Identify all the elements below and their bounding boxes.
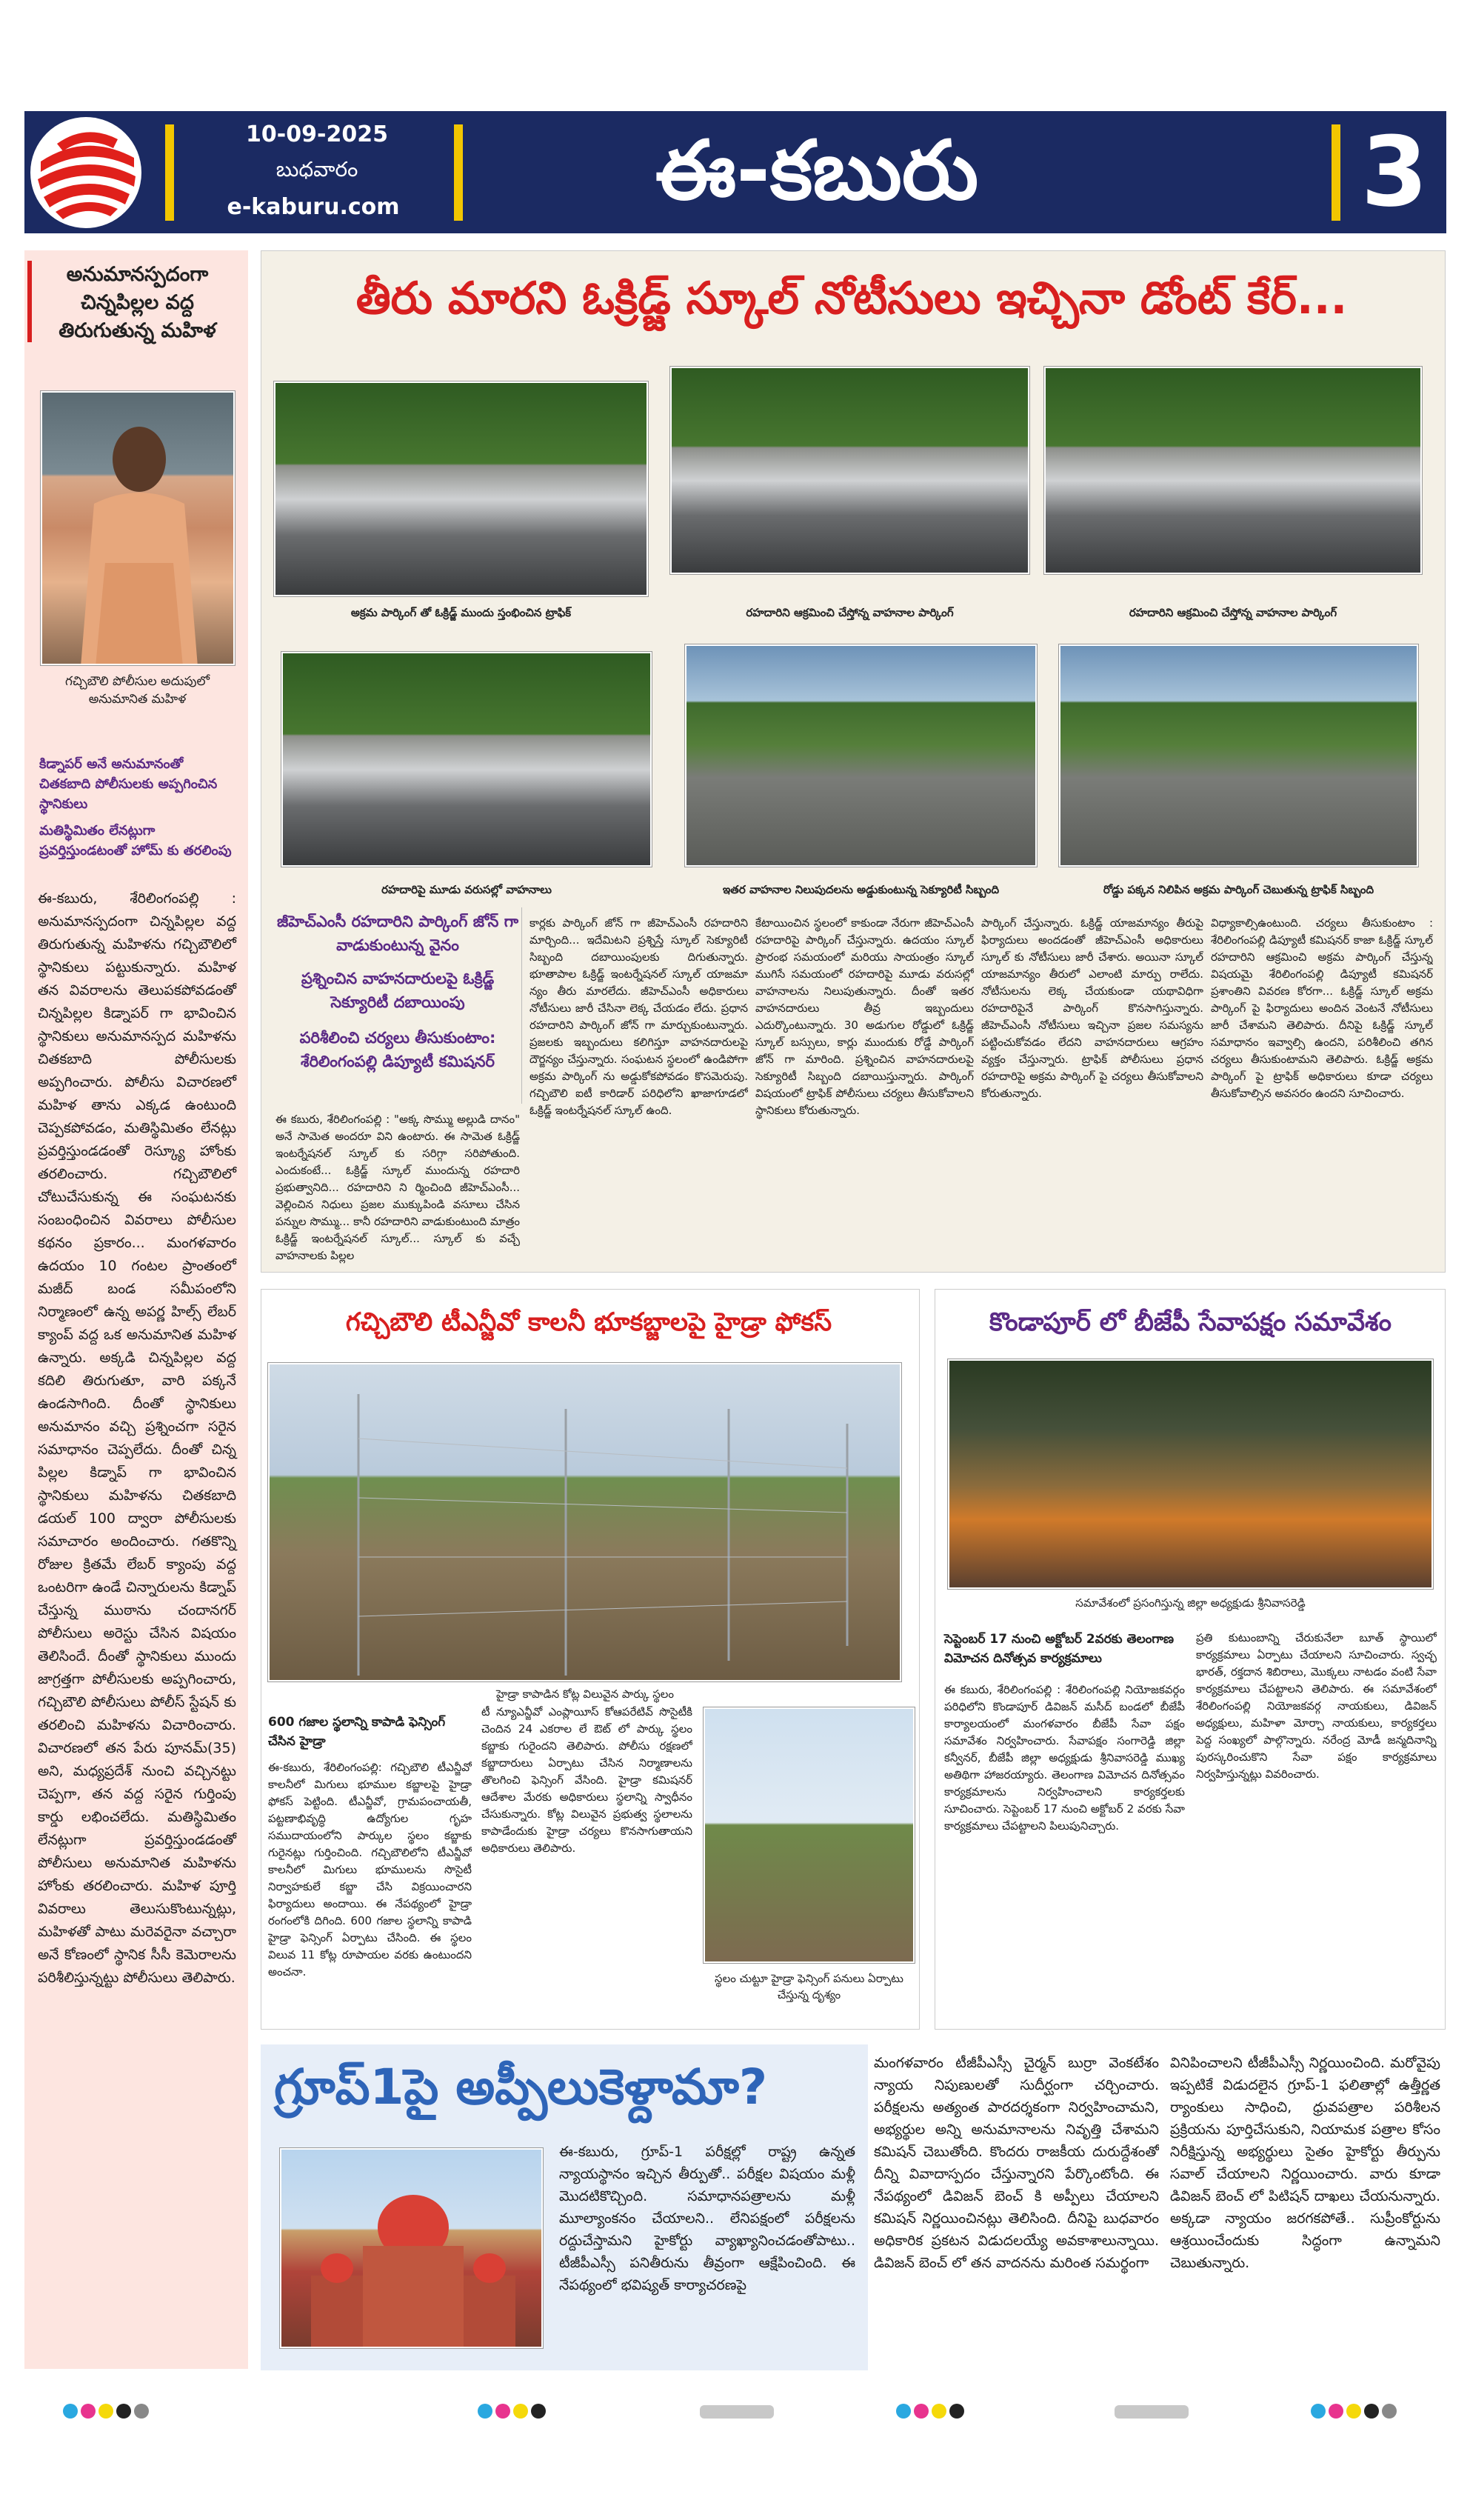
- print-gray-bar: [700, 2405, 774, 2419]
- sidebar-story: [24, 250, 248, 2369]
- main-column-1: ఈ కబురు, శేరిలింగంపల్లి : "అక్క సొమ్ము అల్లుడి దానం" అనే సామెత అందరూ విని ఉంటారు. ఈ సామెత ఓక్రిడ్జ్ ఇంటర్నేషనల్ స్కూల్ కు సరిగ్గా సరిపోతుంది. ఎందుకంటే... ఓక్రిడ్జ్ స్కూల్ ముందున్న రహదారి ప్రభుత్వానిది... రహదారిని ని ర్మించింది జీహెచ్ఎంసీ... వెల్లించిన నిధులు ప్రజల ముక్కుపిండి వసూలు చేసిన పన్నుల సొమ్ము... కానీ రహదారిని వాడుకుంటుంది మాత్రం ఓక్రిడ్జ్ ఇంటర్నేషనల్ స్కూల్... స్కూల్ కు వచ్చే వాహనాలకు పిల్లల: [275, 1113, 520, 1262]
- print-color-marks-3: [896, 2404, 964, 2420]
- sidebar-photo-caption: గచ్చిబౌలి పోలీసుల అదుపులో అనుమానిత మహిళ: [64, 674, 210, 707]
- main-pullquote-1: జీహెచ్ఎంసీ రహదారిని పార్కింగ్ జోన్ గా వాడుకుంటున్న వైనం: [276, 913, 519, 954]
- main-photo-2: [670, 367, 1029, 574]
- yellow-divider: [1332, 124, 1340, 221]
- yellow-divider: [454, 124, 463, 221]
- hydra-column-2: టీ న్యూఎన్జీవో ఎంప్లాయీస్ కోఆపరేటివ్ సొసైటీకి చెందిన 24 ఎకరాల లే ఔట్ లో పార్కు స్థలం కబ్జాకు గురైందని తెలిపారు. పోలీసు రక్షణలో కబ్జాదారులు ఏర్పాటు చేసిన నిర్మాణాలను తొలగించి ఫెన్సింగ్ వేసింది. హైడ్రా కమిషనర్ ఆదేశాల మేరకు అధికారులు స్థలాన్ని స్వాధీనం చేసుకున్నారు. కోట్ల విలువైన ప్రభుత్వ స్థలాలను కాపాడేందుకు హైడ్రా చర్యలు కొనసాగుతాయని అధికారులు తెలిపారు.: [481, 1705, 692, 1855]
- main-photo-1: [274, 381, 648, 596]
- hydra-photo-1: [268, 1363, 901, 1681]
- hydra-photo-1-caption: హైడ్రా కాపాడిన కోట్ల విలువైన పార్కు స్థలం: [496, 1687, 674, 1701]
- bjp-headline: కొండాపూర్ లో బీజేపీ సేవాపక్షం సమావేశం: [989, 1307, 1392, 1337]
- group1-column-2: మంగళవారం టీజీపీఎస్సీ చైర్మన్ బుర్రా వెంకటేశం న్యాయ నిపుణులతో సుదీర్ఘంగా చర్చించారు. పరీక్షలను అత్యంత పారదర్శకంగా నిర్వహించామని, అభ్యర్థుల అన్ని అనుమానాలను నివృత్తి చేశామని కమిషన్ చెబుతోంది. కొందరు రాజకీయ దురుద్దేశంతో దీన్ని వివాదాస్పదం చేస్తున్నారని పేర్కొంటోంది. ఈ నేపథ్యంలో డివిజన్ బెంచ్ కి అప్పీలు చేయాలని కమిషన్ నిర్ణయించినట్లు తెలిసింది. దీనిపై బుధవారం అధికారిక ప్రకటన విడుదలయ్యే అవకాశాలున్నాయి. డివిజన్ బెంచ్ లో తన వాదనను మరింత సమర్థంగా: [874, 2055, 1159, 2271]
- sidebar-subhead-2: మతిస్థిమితం లేనట్లుగా ప్రవర్తిస్తుండటంతో హోమ్ కు తరలింపు: [39, 823, 232, 859]
- main-photo-6: [1059, 644, 1418, 867]
- accent-bar: [27, 261, 32, 342]
- logo-globe-icon: [30, 117, 141, 228]
- main-pullquote-3: పరిశీలించి చర్యలు తీసుకుంటాం: శేరిలింగంపల్లి డిప్యూటీ కమిషనర్: [299, 1029, 496, 1070]
- hydra-column-1: ఈ-కబురు, శేరిలింగంపల్లి: గచ్చిబౌలి టీఎన్జీవో కాలనీలో మిగులు భూముల కబ్జాలపై హైడ్రా ఫోకస్ పెట్టింది. టీఎన్జీవో, గ్రామపంచాయతీ, పట్టణాభివృద్ధి ఉద్యోగుల గృహ సముదాయంలోని పార్కుల స్థలం కబ్జాకు గురైనట్లు గుర్తించింది. గచ్చిబౌలిలోని టీఎన్జీవో కాలనీలో మిగులు భూములను సొసైటీ నిర్వాహకులే కబ్జా చేసి విక్రయించారని ఫిర్యాదులు అందాయి. ఈ నేపథ్యంలో హైడ్రా రంగంలోకి దిగింది. 600 గజాల స్థలాన్ని కాపాడి హైడ్రా ఫెన్సింగ్ ఏర్పాటు చేసింది. ఈ స్థలం విలువ 11 కోట్ల రూపాయల వరకు ఉంటుందని అంచనా.: [268, 1761, 472, 1979]
- main-story-headline: తీరు మారని ఓక్రిడ్జ్ స్కూల్ నోటీసులు ఇచ్చినా డోంట్ కేర్...: [355, 273, 1348, 324]
- group1-high-court-photo: [280, 2148, 543, 2348]
- print-color-marks-4: [1311, 2404, 1397, 2420]
- print-gray-bar: [1115, 2405, 1189, 2419]
- main-column-5: విధ్యాకాల్సిఉంటుంది. చర్యలు తీసుకుంటాం : శేరిలింగంపల్లి డిప్యూటీ కమిషనర్ కాజా ఓక్రిడ్జ్ స్కూల్ రహదారిని ఆక్రమించి అక్రమ పార్కింగ్ చేస్తున్న విషయమై శేరిలింగంపల్లి డిప్యూటీ కమిషనర్ ప్రశాంతిని వివరణ కోరగా... ఓక్రిడ్జ్ స్కూల్ అక్రమ పార్కింగ్ పై ఫిర్యాదులు అందిన వెంటనే నోటీసులు జారీ చేశామని తెలిపారు. దీనిపై ఓక్రిడ్జ్ స్కూల్ సమాధానం ఇవ్వాల్సి ఉందని, పరిశీలించి తగిన చర్యలు తీసుకుంటామని తెలిపారు. ఓక్రిడ్జ్ అక్రమ పార్కింగ్ పై ట్రాఫిక్ అధికారులు కూడా చర్యలు తీసుకోవాల్సిన అవసరం ఉందని సూచించారు.: [1211, 916, 1433, 1100]
- main-photo-3: [1044, 367, 1422, 574]
- group1-headline: గ్రూప్1పై అప్పీలుకెళ్దామా?: [274, 2059, 768, 2116]
- sidebar-headline: అనుమానస్పదంగా చిన్నపిల్లల వద్ద తిరుగుతున్న మహిళ: [59, 263, 216, 342]
- sidebar-photo-woman: [41, 391, 235, 665]
- sidebar-body: ఈ-కబురు, శేరిలింగంపల్లి : అనుమానస్పదంగా చిన్నపిల్లల వద్ద తిరుగుతున్న మహిళను గచ్చిబౌలిలో స్థానికులు పట్టుకున్నారు. మహిళ తన వివరాలను తెలుపకపోవడంతో చిన్నపిల్లల కిడ్నాపర్ గా భావించిన స్థానికులు అనుమానస్పద మహిళను చితకబాది పోలీసులకు అప్పగించారు. పోలీసు విచారణలో మహిళ తాను ఎక్కడ ఉంటుంది చెప్పకపోవడం, మతిస్థిమితం లేనట్లు ప్రవర్తిస్తుండడంతో రెస్క్యూ హోంకు తరలించారు. గచ్చిబౌలిలో చోటుచేసుకున్న ఈ సంఘటనకు సంబంధించిన వివరాలు పోలీసుల కథనం ప్రకారం... మంగళవారం ఉదయం 10 గంటల ప్రాంతంలో మజీద్ బండ సమీపంలోని నిర్మాణంలో ఉన్న అపర్ణ హిల్స్ లేబర్ క్యాంప్ వద్ద ఒక అనుమానిత మహిళ ఉన్నారు. అక్కడి చిన్నపిల్లల వద్ద కదిలి తిరుగుతూ, వారి పక్కనే ఉండసాగింది. దీంతో స్థానికులు అనుమానం వచ్చి ప్రశ్నించగా సరైన సమాధానం చెప్పలేదు. దీంతో చిన్న పిల్లల కిడ్నాప్ గా భావించిన స్థానికులు మహిళను చితకబాది డయల్ 100 ద్వారా పోలీసులకు సమాచారం అందించారు. గతకొన్ని రోజుల క్రితమే లేబర్ క్యాంపు వద్ద ఒంటరిగా ఉండే చిన్నారులను కిడ్నాప్ చేస్తున్న ముఠాను చందానగర్ పోలీసులు అరెస్టు చేసిన విషయం తెలిసిందే. దీంతో స్థానికులు ముందు జాగ్రత్తగా పోలీసులకు అప్పగించారు, గచ్చిబౌలి పోలీసులు పోలీస్ స్టేషన్ కు తరలించి మహిళను విచారించారు. విచారణలో తన పేరు పూనమ్(35) అని, మధ్యప్రదేశ్ నుంచి వచ్చినట్టు చెప్పగా, తన వద్ద సరైన గుర్తింపు కార్డు లభించలేదు. మతిస్థిమితం లేనట్లుగా ప్రవర్తిస్తుండడంతో పోలీసులు అనుమానిత మహిళను హోంకు తరలించారు. మహిళ పూర్తి వివరాలు తెలుసుకొంటున్నట్లు, మహిళతో పాటు మరెవరైనా వచ్చారా అనే కోణంలో స్థానిక సీసీ కెమెరాలను పరిశీలిస్తున్నట్టు పోలీసులు తెలిపారు.: [38, 890, 236, 1986]
- bjp-photo-caption: సమావేశంలో ప్రసంగిస్తున్న జిల్లా అధ్యక్షుడు శ్రీనివాసరెడ్డి: [1075, 1596, 1306, 1610]
- sidebar-subhead-1: కిడ్నాపర్ అనే అనుమానంతో చితకబాది పోలీసులకు అప్పగించిన స్థానికులు: [39, 756, 218, 812]
- group1-column-1: ఈ-కబురు, గ్రూప్-1 పరీక్షల్లో రాష్ట్ర ఉన్నత న్యాయస్థానం ఇచ్చిన తీర్పుతో.. పరీక్షల విషయం మళ్లీ మొదటికొచ్చింది. సమాధానపత్రాలను మళ్లీ మూల్యాంకనం చేయాలని.. లేనిపక్షంలో పరీక్షలను రద్దుచేస్తామని హైకోర్టు వ్యాఖ్యానించడంతోపాటు.. టీజీపీఎస్సీ పనితీరును తీవ్రంగా ఆక్షేపించింది. ఈ నేపథ్యంలో భవిష్యత్ కార్యాచరణపై: [559, 2144, 855, 2293]
- print-color-marks-1: [63, 2404, 149, 2420]
- newspaper-title: ఈ-కబురు: [655, 123, 979, 218]
- main-photo-5-caption: ఇతర వాహనాల నిలుపుదలను అడ్డుకుంటున్న సెక్యూరిటీ సిబ్బంది: [722, 883, 1000, 896]
- bjp-column-1: ఈ కబురు, శేరిలింగంపల్లి : శేరిలింగంపల్లి నియోజకవర్గం పరిధిలోని కొండాపూర్ డివిజన్ మసీద్ బండలో బీజేపీ కార్యాలయంలో మంగళవారం బీజేపీ సేవా పక్షం సమావేశం నిర్వహించారు. సేవాపక్షం సంగారెడ్డి జిల్లా కన్వీనర్, బీజేపీ జిల్లా అధ్యక్షుడు శ్రీనివాసరెడ్డి ముఖ్య అతిథిగా హాజరయ్యారు. తెలంగాణ విమోచన దినోత్సవం కార్యక్రమాలను నిర్వహించాలని కార్యకర్తలకు సూచించారు. సెప్టెంబర్ 17 నుంచి అక్టోబర్ 2 వరకు సేవా కార్యక్రమాలు చేపట్టాలని పిలుపునిచ్చారు.: [944, 1683, 1185, 1833]
- bjp-column-2: ప్రతి కుటుంబాన్ని చేరుకునేలా బూత్ స్థాయిలో కార్యక్రమాలు ఏర్పాటు చేయాలని సూచించారు. స్వచ్ఛ భారత్, రక్తదాన శిబిరాలు, మొక్కలు నాటడం వంటి సేవా కార్యక్రమాలు చేపట్టాలని తెలిపారు. ఈ సమావేశంలో శేరిలింగంపల్లి నియోజకవర్గ నాయకులు, డివిజన్ అధ్యక్షులు, మహిళా మోర్చా నాయకులు, కార్యకర్తలు పెద్ద సంఖ్యలో పాల్గొన్నారు. నరేంద్ర మోడీ జన్మదినాన్ని పురస్కరించుకొని సేవా పక్షం కార్యక్రమాలు నిర్వహిస్తున్నట్లు వివరించారు.: [1196, 1631, 1437, 1781]
- main-photo-1-caption: అక్రమ పార్కింగ్ తో ఓక్రిడ్జ్ ముందు స్తంభించిన ట్రాఫిక్: [350, 606, 572, 619]
- main-photo-3-caption: రహదారిని ఆక్రమించి చేస్తోన్న వాహనాల పార్కింగ్: [1129, 606, 1337, 619]
- main-column-2: కార్లకు పార్కింగ్ జోన్ గా జీహెచ్ఎంసీ రహదారిని మార్చింది... ఇదేమిటని ప్రశ్నిస్తే స్కూల్ సెక్యూరిటీ సిబ్బంది దబాయింపులకు దిగుతున్నారు. భూతాపాల ఓక్రిడ్జ్ ఇంటర్నేషనల్ స్కూల్ యాజమా న్యం తీరు మారలేదు. జీహెచ్ఎంసీ అధికారులు నోటీసులు జారీ చేసినా లెక్క చేయడం లేదు. ప్రధాన రహదారిని పార్కింగ్ జోన్ గా మార్చుకుంటున్నారు. ప్రజలకు ఇబ్బందులు కలిగిస్తూ వాహనదారులపై దౌర్జన్యం చేస్తున్నారు. సంఘటన స్థలంలో ఉండిపోగా అక్రమ పార్కింగ్ ను అడ్డుకోకపోవడం కొసమెరుపు. గచ్చిబౌలి ఐటీ కారిడార్ పరిధిలోని ఖాజాగూడలో ఓక్రిడ్జ్ ఇంటర్నేషనల్ స్కూల్ ఉంది.: [529, 916, 748, 1117]
- hydra-headline: గచ్చిబౌలి టీఎన్జీవో కాలనీ భూకబ్జాలపై హైడ్రా ఫోకస్: [345, 1307, 832, 1337]
- main-column-3: కేటాయించిన స్థలంలో కాకుండా నేరుగా జీహెచ్ఎంసీ రహదారిపై పార్కింగ్ చేస్తున్నారు. ఉదయం స్కూల్ ప్రారంభ సమయంలో మరియు సాయంత్రం స్కూల్ ముగిసే సమయంలో రహదారిపై మూడు వరుసల్లో వాహనాలను నిలుపుతున్నారు. దీంతో ఇతర వాహనదారులు తీవ్ర ఇబ్బందులు ఎదుర్కొంటున్నారు. 30 అడుగుల రోడ్డులో ఓక్రిడ్జ్ స్కూల్ బస్సులు, కార్లు ముందుకు రోడ్డే పార్కింగ్ జోన్ గా మారింది. ప్రశ్నించిన వాహనదారులపై సెక్యూరిటీ సిబ్బంది దబాయిస్తున్నారు. పార్కింగ్ విషయంలో ట్రాఫిక్ పోలీసులు చర్యలు తీసుకోవాలని స్థానికులు కోరుతున్నారు.: [755, 916, 974, 1117]
- main-photo-4-caption: రహదారిపై మూడు వరుసల్లో వాహనాలు: [381, 883, 552, 896]
- hydra-photo-2: [704, 1707, 915, 1963]
- bjp-photo: [948, 1359, 1433, 1589]
- main-photo-5: [685, 644, 1037, 867]
- website-link[interactable]: e-kaburu.com: [227, 194, 400, 220]
- bjp-subhead: సెప్టెంబర్ 17 నుంచి అక్టోబర్ 2వరకు తెలంగాణ విమోచన దినోత్సవ కార్యక్రమాలు: [944, 1632, 1175, 1666]
- main-pullquote-2: ప్రశ్నించిన వాహనదారులపై ఓక్రిడ్జ్ సెక్యూరిటీ దబాయింపు: [301, 970, 495, 1011]
- print-color-marks-2: [478, 2404, 546, 2420]
- yellow-divider: [165, 124, 174, 221]
- group1-column-3: వినిపించాలని టీజీపీఎస్సీ నిర్ణయించింది. మరోవైపు ఇప్పటికే విడుదలైన గ్రూప్-1 ఫలితాల్లో ఉత్తీర్ణత ర్యాంకులు సాధించి, ధ్రువపత్రాల పరిశీలన ప్రక్రియను పూర్తిచేసుకుని, నియామక పత్రాల కోసం నిరీక్షిస్తున్న అభ్యర్థులు సైతం హైకోర్టు తీర్పును సవాల్ చేయాలని నిర్ణయించారు. వారు కూడా డివిజన్ బెంచ్ లో పిటిషన్ దాఖలు చేయనున్నారు. అక్కడా న్యాయం జరగకపోతే.. సుప్రీంకోర్టును ఆశ్రయించేందుకు సిద్ధంగా ఉన్నామని చెబుతున్నారు.: [1170, 2055, 1440, 2271]
- hydra-subhead: 600 గజాల స్థలాన్ని కాపాడి ఫెన్సింగ్ చేసిన హైడ్రా: [268, 1715, 446, 1749]
- page-number: 3: [1360, 116, 1429, 228]
- main-column-4: పార్కింగ్ చేస్తున్నారు. ఓక్రిడ్జ్ యాజమాన్యం తీరుపై ఫిర్యాదులు అందడంతో జీహెచ్ఎంసీ అధికారులు స్కూల్ కు నోటీసులు జారీ చేశారు. అయినా స్కూల్ యాజమాన్యం తీరులో ఎలాంటి మార్పు రాలేదు. నోటీసులను లెక్క చేయకుండా యథావిధిగా రహదారిపైనే పార్కింగ్ కొనసాగిస్తున్నారు. జీహెచ్ఎంసీ నోటీసులు ఇచ్చినా ప్రజల సమస్యను పట్టించుకోవడం లేదని వాహనదారులు ఆగ్రహం వ్యక్తం చేస్తున్నారు. ట్రాఫిక్ పోలీసులు ప్రధాన రహదారిపై అక్రమ పార్కింగ్ పై చర్యలు తీసుకోవాలని కోరుతున్నారు.: [981, 916, 1203, 1100]
- masthead: [24, 111, 1446, 233]
- issue-weekday: బుధవారం: [275, 157, 358, 181]
- main-photo-2-caption: రహదారిని ఆక్రమించి చేస్తోన్న వాహనాల పార్కింగ్: [746, 606, 954, 619]
- hydra-photo-2-caption: స్థలం చుట్టూ హైడ్రా ఫెన్సింగ్ పనులు ఏర్పాటు చేస్తున్న దృశ్యం: [715, 1972, 903, 2001]
- main-photo-6-caption: రోడ్డు పక్కన నిలిపిన అక్రమ పార్కింగ్ చెబుతున్న ట్రాఫిక్ సిబ్బంది: [1103, 883, 1374, 896]
- issue-date: 10-09-2025: [246, 121, 388, 147]
- main-photo-4: [281, 652, 652, 867]
